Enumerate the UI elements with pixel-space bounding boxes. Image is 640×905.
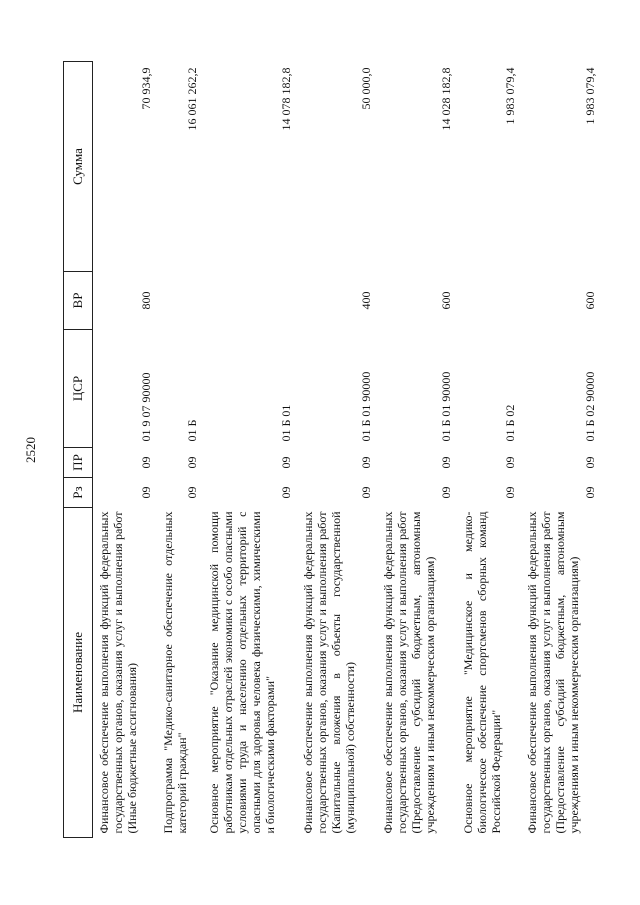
- header-vr: ВР: [64, 272, 93, 330]
- row-rz: 09: [278, 486, 293, 499]
- row-rz: 09: [358, 486, 373, 499]
- table-row: [521, 62, 601, 838]
- table-row: [203, 62, 297, 838]
- row-vr: [457, 272, 521, 330]
- row-sum: 1 983 079,4: [582, 67, 597, 125]
- rotated-page: [23, 62, 597, 838]
- row-csr: 01 Б 01 90000: [358, 371, 373, 442]
- header-name: Наименование: [64, 508, 93, 838]
- row-pr: 09: [138, 456, 153, 469]
- row-sum: 1 983 079,4: [502, 67, 517, 125]
- table-header-row: [64, 62, 93, 838]
- row-rz: 09: [138, 486, 153, 499]
- row-pr: 09: [582, 456, 597, 469]
- header-pr: ПР: [64, 448, 93, 478]
- row-rz: 09: [502, 486, 517, 499]
- table-row: [93, 62, 157, 838]
- row-name: Основное мероприятие "Оказание медицинской помощи работникам отдельных отраслей экономики с особо опасными условиями труда и населению отдельных территорий с опасными для здоровья человека физическими, химическими и биологическими факторами": [206, 511, 277, 834]
- row-rz: 09: [184, 486, 199, 499]
- row-rz: 09: [582, 486, 597, 499]
- row-sum: 14 078 182,8: [278, 67, 293, 131]
- table-row: [297, 62, 377, 838]
- header-rz: Рз: [64, 478, 93, 508]
- row-name: Основное мероприятие "Медицинское и медико-биологическое обеспечение спортсменов сборных команд Российской Федерации": [460, 511, 503, 834]
- row-vr: [203, 272, 297, 330]
- row-name: Финансовое обеспечение выполнения функций федеральных государственных органов, оказания услуг и выполнения работ (Иные бюджетные ассигнования): [97, 511, 139, 834]
- row-sum: 14 028 182,8: [438, 67, 453, 131]
- table-row: [157, 62, 203, 838]
- page-number: 2520: [23, 437, 38, 463]
- row-sum: 70 934,9: [138, 67, 153, 110]
- row-csr: 01 Б: [184, 419, 199, 442]
- row-name: Финансовое обеспечение выполнения функций федеральных государственных органов, оказания услуг и выполнения работ (Капитальные вложения в объекты государственной (муниципальной) собственности): [300, 511, 357, 834]
- row-pr: 09: [502, 456, 517, 469]
- row-name: Подпрограмма "Медико-санитарное обеспечение отдельных категорий граждан": [160, 511, 189, 834]
- row-csr: 01 Б 02 90000: [582, 371, 597, 442]
- table-row: [377, 62, 457, 838]
- row-csr: 01 Б 02: [502, 404, 517, 442]
- row-name: Финансовое обеспечение выполнения функций федеральных государственных органов, оказания услуг и выполнения работ (Предоставление субсидий бюджетным, автономным учреждениям и иным некоммерческим организациям): [380, 511, 437, 834]
- row-pr: 09: [438, 456, 453, 469]
- row-vr: 600: [438, 291, 453, 310]
- row-vr: [157, 272, 203, 330]
- row-sum: 50 000,0: [358, 67, 373, 110]
- header-sum: Сумма: [64, 62, 93, 272]
- budget-table: [63, 61, 601, 838]
- row-rz: 09: [438, 486, 453, 499]
- row-vr: 400: [358, 291, 373, 310]
- row-csr: 01 9 07 90000: [138, 372, 153, 442]
- row-pr: 09: [278, 456, 293, 469]
- row-name: Финансовое обеспечение выполнения функций федеральных государственных органов, оказания услуг и выполнения работ (Предоставление субсидий бюджетным, автономным учреждениям и иным некоммерческим организациям): [524, 511, 581, 834]
- row-vr: 800: [138, 291, 153, 310]
- row-pr: 09: [358, 456, 373, 469]
- row-csr: 01 Б 01 90000: [438, 371, 453, 442]
- table-row: [457, 62, 521, 838]
- row-vr: 600: [582, 291, 597, 310]
- row-pr: 09: [184, 456, 199, 469]
- row-csr: 01 Б 01: [278, 404, 293, 442]
- row-sum: 16 061 262,2: [184, 67, 199, 131]
- header-csr: ЦСР: [64, 330, 93, 448]
